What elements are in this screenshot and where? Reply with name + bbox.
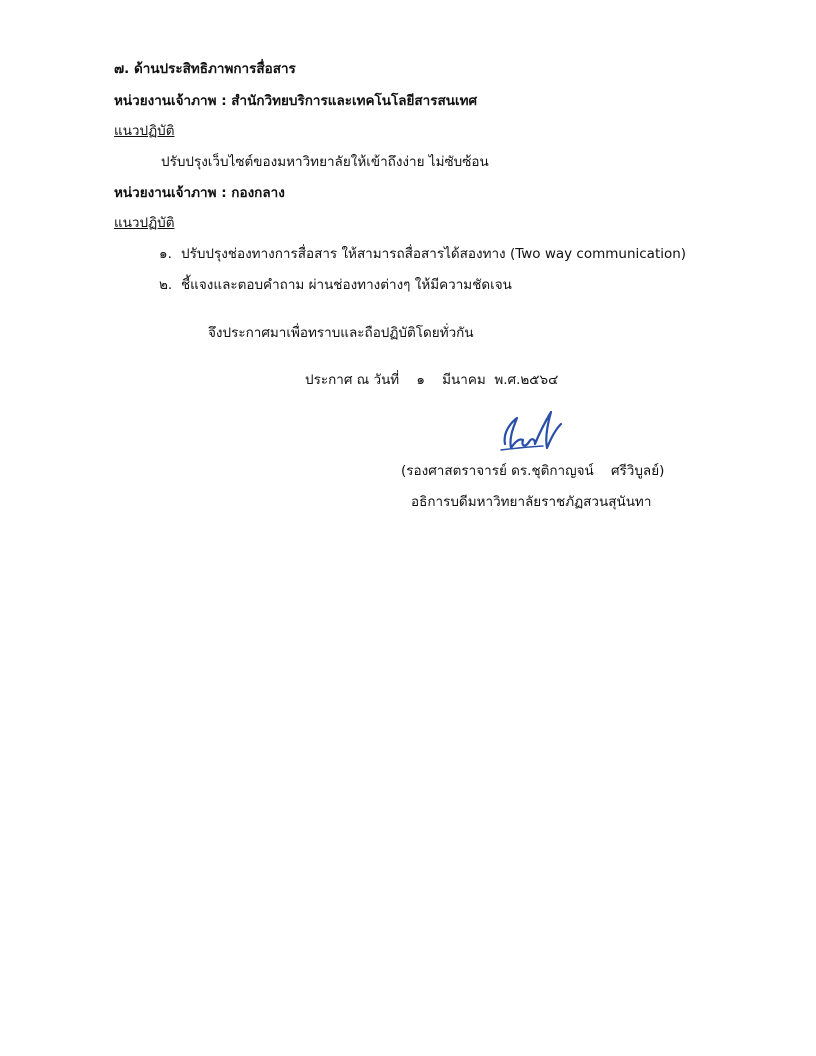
signature-stroke [505,412,561,448]
signature-image [495,404,567,462]
signature-stroke [501,446,543,450]
announcement-date: ประกาศ ณ วันที่ ๑ มีนาคม พ.ศ.๒๕๖๔ [305,372,559,388]
guideline-heading: แนวปฏิบัติ [114,123,175,139]
list-item-number: ๑. [159,246,172,262]
list-item [159,244,686,264]
section-heading: ๗. ด้านประสิทธิภาพการสื่อสาร [114,61,296,77]
guideline-text: ปรับปรุงเว็บไซต์ของมหาวิทยาลัยให้เข้าถึงง่าย ไม่ซับซ้อน [161,154,489,170]
list-item-text: ชี้แจงและตอบคำถาม ผ่านช่องทางต่างๆ ให้มีความชัดเจน [181,277,512,293]
list-item [159,275,512,295]
guideline-heading: แนวปฏิบัติ [114,215,175,231]
signatory-name: (รองศาสตราจารย์ ดร.ชุติกาญจน์ ศรีวิบูลย์) [401,463,665,479]
host-agency-label: หน่วยงานเจ้าภาพ : สำนักวิทยบริการและเทคโนโลยีสารสนเทศ [114,93,478,109]
list-item-number: ๒. [159,277,173,293]
list-item-text: ปรับปรุงช่องทางการสื่อสาร ให้สามารถสื่อสารได้สองทาง (Two way communication) [181,246,687,262]
host-agency-label: หน่วยงานเจ้าภาพ : กองกลาง [114,185,285,201]
announcement-text: จึงประกาศมาเพื่อทราบและถือปฏิบัติโดยทั่วกัน [208,325,474,341]
signatory-position: อธิการบดีมหาวิทยาลัยราชภัฏสวนสุนันทา [411,494,652,510]
